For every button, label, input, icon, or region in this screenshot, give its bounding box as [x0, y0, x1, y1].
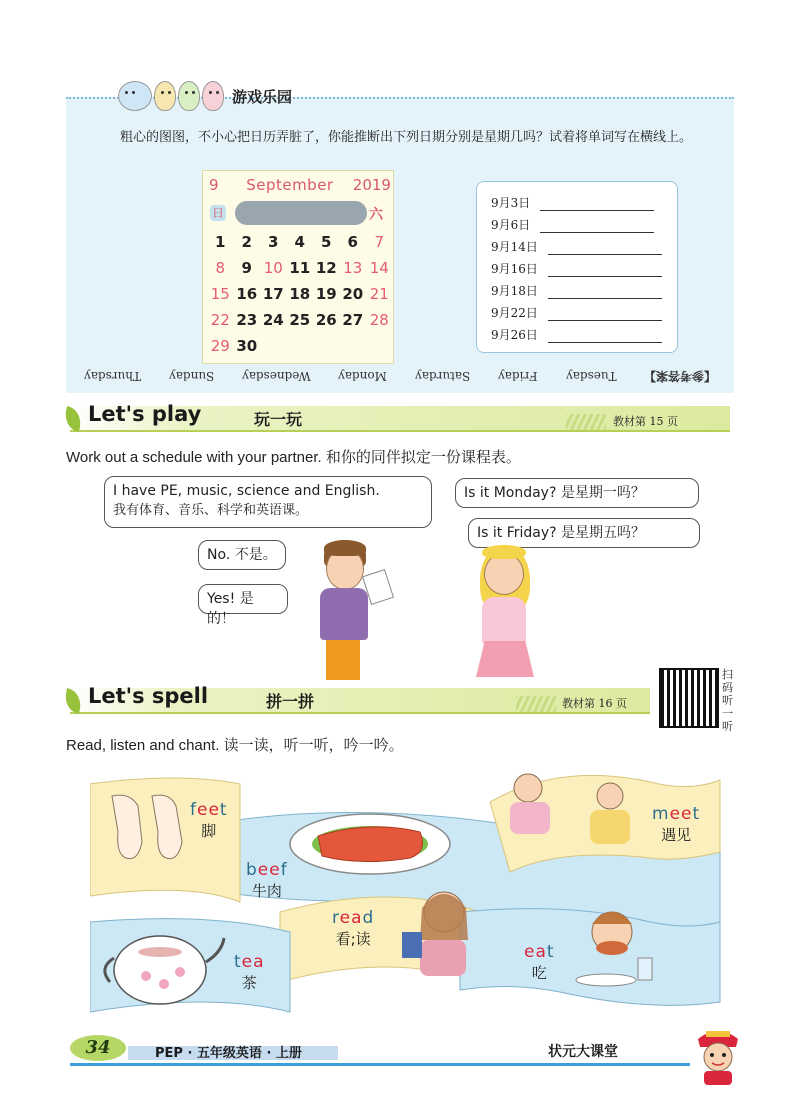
calendar-days — [207, 231, 393, 357]
date-row — [491, 282, 662, 299]
calendar-saturday-label: 六 — [369, 207, 383, 223]
word-eat: eat 吃 — [524, 942, 555, 982]
mascot-icon — [690, 1025, 746, 1087]
calendar-day: 22 — [210, 311, 230, 329]
stripes-decoration — [516, 696, 556, 712]
spell-title: Let's spell — [88, 684, 209, 708]
brand-name: 状元大课堂 — [548, 1044, 618, 1060]
date-label: 9月3日 — [491, 196, 531, 210]
date-row — [491, 194, 654, 211]
answer-line[interactable] — [548, 307, 662, 321]
word-feet: feet 脚 — [190, 800, 228, 840]
mascot-group-icon — [118, 81, 224, 111]
date-row — [491, 260, 662, 277]
calendar-month: September — [246, 176, 334, 194]
calendar-day: 28 — [369, 311, 389, 329]
calendar-day: 3 — [268, 233, 279, 251]
stripes-decoration — [566, 414, 606, 430]
calendar — [202, 170, 394, 364]
answer-word: Tuesday — [565, 369, 617, 383]
date-label: 9月26日 — [491, 328, 538, 342]
boy-illustration — [316, 540, 396, 680]
book-title: PEP · 五年级英语 · 上册 — [155, 1046, 302, 1061]
calendar-year: 2019 — [352, 176, 391, 194]
answer-word: Friday — [498, 369, 538, 383]
speech-bubble: Is it Monday? 是星期一吗？ — [455, 478, 699, 508]
calendar-day: 30 — [236, 337, 258, 355]
calendar-day: 27 — [342, 311, 364, 329]
calendar-day: 29 — [210, 337, 230, 355]
calendar-day: 6 — [347, 233, 358, 251]
answer-word: Thursday — [83, 369, 141, 383]
qr-label: 扫码听一听 — [722, 668, 733, 733]
calendar-day: 11 — [289, 259, 311, 277]
answer-line[interactable] — [548, 329, 662, 343]
calendar-day: 14 — [369, 259, 389, 277]
spell-page-ref: 教材第 16 页 — [562, 697, 627, 710]
calendar-day: 10 — [263, 259, 283, 277]
date-row — [491, 326, 662, 343]
mascot-icon — [154, 81, 176, 111]
speech-bubble: Yes! 是的！ — [198, 584, 288, 614]
calendar-day: 25 — [289, 311, 311, 329]
calendar-day: 2 — [241, 233, 252, 251]
answer-key-label: 【参考答案】 — [644, 368, 717, 383]
answer-line[interactable] — [540, 197, 654, 211]
date-label: 9月14日 — [491, 240, 538, 254]
calendar-smudge — [235, 201, 367, 225]
calendar-day: 17 — [262, 285, 284, 303]
chant-ribbon-scene — [90, 762, 730, 1022]
date-label: 9月6日 — [491, 218, 531, 232]
qr-code-icon[interactable] — [659, 668, 719, 728]
calendar-day: 12 — [315, 259, 337, 277]
answer-line[interactable] — [540, 219, 654, 233]
mascot-icon — [118, 81, 152, 111]
calendar-day: 9 — [241, 259, 252, 277]
footer-divider — [70, 1063, 690, 1066]
bubble-text-en: I have PE, music, science and English. — [113, 483, 380, 499]
game-title: 游戏乐园 — [232, 87, 293, 106]
calendar-day: 7 — [374, 233, 385, 251]
date-row — [491, 216, 654, 233]
answer-word: Saturday — [415, 369, 471, 383]
answer-line[interactable] — [548, 285, 662, 299]
date-row — [491, 304, 662, 321]
spell-instruction: Read, listen and chant. 读一读，听一听，吟一吟。 — [66, 737, 404, 754]
date-row — [491, 238, 662, 255]
speech-bubble: No. 不是。 — [198, 540, 286, 570]
calendar-day: 19 — [315, 285, 337, 303]
play-page-ref: 教材第 15 页 — [613, 415, 678, 428]
play-instruction: Work out a schedule with your partner. 和你的同伴拟定一份课程表。 — [66, 449, 521, 466]
calendar-day: 23 — [236, 311, 258, 329]
calendar-day: 8 — [215, 259, 226, 277]
mascot-icon — [202, 81, 224, 111]
calendar-day: 16 — [236, 285, 258, 303]
calendar-day: 1 — [215, 233, 226, 251]
bubble-text-cn: 我有体育、音乐、科学和英语课。 — [113, 503, 309, 518]
calendar-day: 4 — [294, 233, 305, 251]
calendar-day: 24 — [262, 311, 284, 329]
date-label: 9月18日 — [491, 284, 538, 298]
word-read: read 看;读 — [332, 908, 375, 948]
game-instructions: 粗心的图图，不小心把日历弄脏了，你能推断出下列日期分别是星期几吗？试着将单词写在横线上。 — [120, 130, 693, 145]
page-number: 34 — [70, 1035, 126, 1061]
play-title-cn: 玩一玩 — [254, 410, 303, 429]
word-beef: beef 牛肉 — [246, 860, 288, 900]
play-title: Let's play — [88, 402, 202, 426]
date-label: 9月16日 — [491, 262, 538, 276]
calendar-day: 21 — [369, 285, 389, 303]
calendar-day: 15 — [210, 285, 230, 303]
answer-word: Sunday — [168, 369, 215, 383]
calendar-header — [209, 176, 391, 194]
calendar-day: 20 — [342, 285, 364, 303]
answer-line[interactable] — [548, 263, 662, 277]
speech-bubble — [104, 476, 432, 528]
answer-key-strip — [70, 362, 730, 390]
calendar-month-number: 9 — [209, 176, 219, 194]
word-tea: tea 茶 — [234, 952, 265, 992]
girl-illustration — [440, 545, 550, 680]
dates-worksheet — [476, 181, 678, 353]
mascot-icon — [178, 81, 200, 111]
answer-word: Monday — [338, 369, 388, 383]
calendar-day: 18 — [289, 285, 311, 303]
date-label: 9月22日 — [491, 306, 538, 320]
spell-title-cn: 拼一拼 — [266, 692, 315, 711]
speech-bubble: Is it Friday? 是星期五吗？ — [468, 518, 700, 548]
calendar-day: 13 — [343, 259, 363, 277]
answer-word: Wednesday — [241, 369, 311, 383]
word-meet: meet 遇见 — [652, 804, 701, 844]
calendar-day: 5 — [321, 233, 332, 251]
calendar-day: 26 — [315, 311, 337, 329]
game-title-row — [118, 76, 292, 116]
calendar-sunday-label: 日 — [211, 206, 224, 220]
answer-line[interactable] — [548, 241, 662, 255]
